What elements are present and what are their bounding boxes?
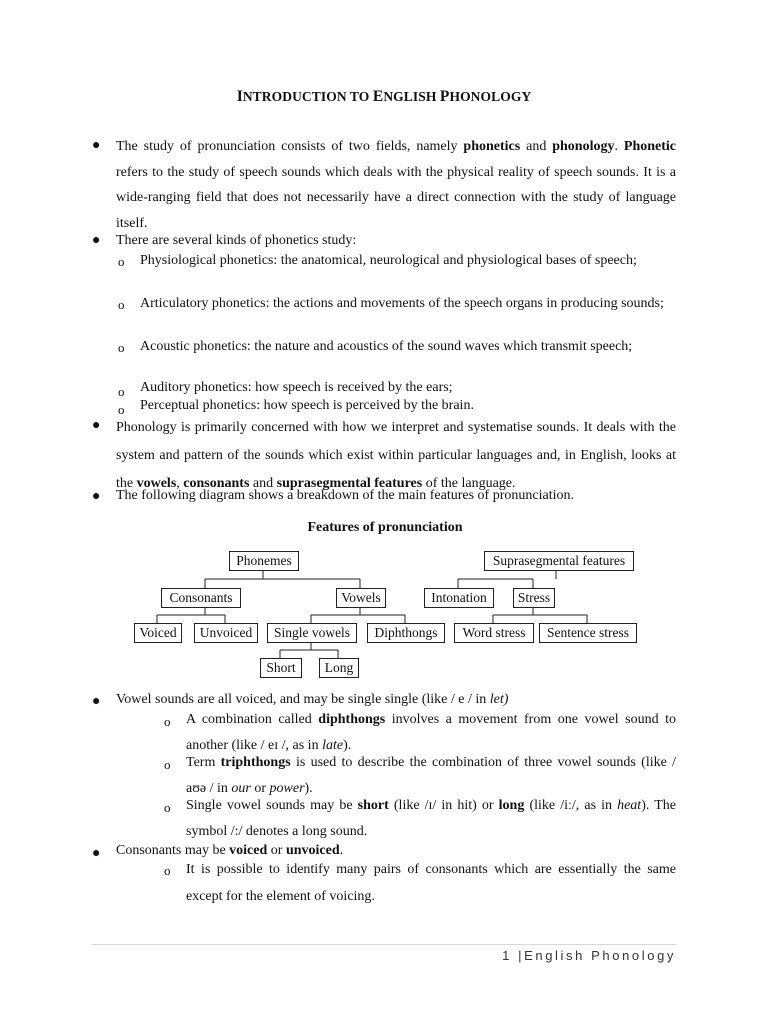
paragraph-phonetics-kinds: There are several kinds of phonetics study: bbox=[116, 233, 357, 248]
bullet-icon: ● bbox=[92, 138, 101, 153]
node-short: Short bbox=[260, 658, 302, 678]
paragraph-diagram-intro: The following diagram shows a breakdown of the main features of pronunciation. bbox=[116, 488, 574, 503]
sub-bullet-icon: o bbox=[164, 757, 171, 772]
node-suprasegmental-features: Suprasegmental features bbox=[484, 551, 634, 571]
footer-label: English Phonology bbox=[524, 948, 676, 963]
node-stress: Stress bbox=[513, 588, 555, 608]
list-item-articulatory: Articulatory phonetics: the actions and movements of the speech organs in producing sounds; bbox=[140, 296, 664, 311]
node-word-stress: Word stress bbox=[454, 623, 534, 643]
node-unvoiced: Unvoiced bbox=[194, 623, 258, 643]
page-number: 1 bbox=[502, 948, 512, 963]
list-item-diphthongs: A combination called diphthongs involves a movement from one vowel sound to another (like / eɪ /, as in late). bbox=[186, 712, 677, 753]
bullet-icon: ● bbox=[92, 489, 101, 504]
list-item-physiological: Physiological phonetics: the anatomical, neurological and physiological bases of speech; bbox=[140, 253, 637, 268]
node-vowels: Vowels bbox=[336, 588, 386, 608]
node-sentence-stress: Sentence stress bbox=[539, 623, 637, 643]
sub-bullet-icon: o bbox=[164, 800, 171, 815]
list-item-acoustic: Acoustic phonetics: the nature and acoustics of the sound waves which transmit speech; bbox=[140, 339, 633, 354]
page-title: INTRODUCTION TO ENGLISH PHONOLOGY bbox=[236, 88, 532, 105]
node-intonation: Intonation bbox=[424, 588, 494, 608]
sub-bullet-icon: o bbox=[118, 384, 125, 399]
sub-bullet-icon: o bbox=[118, 297, 125, 312]
sub-bullet-icon: o bbox=[118, 402, 125, 417]
sub-bullet-icon: o bbox=[118, 254, 125, 269]
list-item-perceptual: Perceptual phonetics: how speech is perceived by the brain. bbox=[140, 398, 474, 413]
sub-bullet-icon: o bbox=[164, 714, 171, 729]
bullet-icon: ● bbox=[92, 233, 101, 248]
sub-bullet-icon: o bbox=[118, 340, 125, 355]
footer-separator: | bbox=[518, 948, 525, 963]
list-item-vowel-length: Single vowel sounds may be short (like /ɪ/ in hit) or long (like /iː/, as in heat). The symbol /:/ denotes a long sound. bbox=[186, 798, 676, 839]
paragraph-phonetics-intro: The study of pronunciation consists of two fields, namely phonetics and phonology. Phonetic refers to the study of speech sounds which deals with the physical reality of speech sounds. It is a wide-ranging field that does not necessarily have a direct connection with the study of language itself. bbox=[116, 139, 676, 231]
footer-divider bbox=[92, 944, 676, 945]
bullet-icon: ● bbox=[92, 846, 101, 861]
node-long: Long bbox=[319, 658, 359, 678]
paragraph-vowel-sounds: Vowel sounds are all voiced, and may be single single (like / e / in let) bbox=[116, 692, 509, 707]
sub-bullet-icon: o bbox=[164, 863, 171, 878]
pronunciation-features-diagram bbox=[130, 520, 640, 680]
paragraph-phonology: Phonology is primarily concerned with how we interpret and systematise sounds. It deals with the system and pattern of the sounds which exist within particular languages and, in English, looks at the vowels, consonants and suprasegmental features of the language. bbox=[116, 420, 676, 491]
bullet-icon: ● bbox=[92, 418, 101, 433]
list-item-auditory: Auditory phonetics: how speech is received by the ears; bbox=[140, 380, 453, 395]
bullet-icon: ● bbox=[92, 694, 101, 709]
node-voiced: Voiced bbox=[134, 623, 182, 643]
paragraph-consonants: Consonants may be voiced or unvoiced. bbox=[116, 843, 344, 858]
diagram-title: Features of pronunciation bbox=[307, 520, 463, 535]
node-diphthongs: Diphthongs bbox=[367, 623, 445, 643]
list-item-triphthongs: Term triphthongs is used to describe the combination of three vowel sounds (like / aʊə / in our or power). bbox=[186, 755, 676, 796]
node-single-vowels: Single vowels bbox=[267, 623, 357, 643]
page-footer bbox=[502, 948, 676, 963]
node-phonemes: Phonemes bbox=[229, 551, 299, 571]
node-consonants: Consonants bbox=[161, 588, 241, 608]
list-item-consonant-pairs: It is possible to identify many pairs of consonants which are essentially the same except for the element of voicing. bbox=[186, 862, 676, 904]
